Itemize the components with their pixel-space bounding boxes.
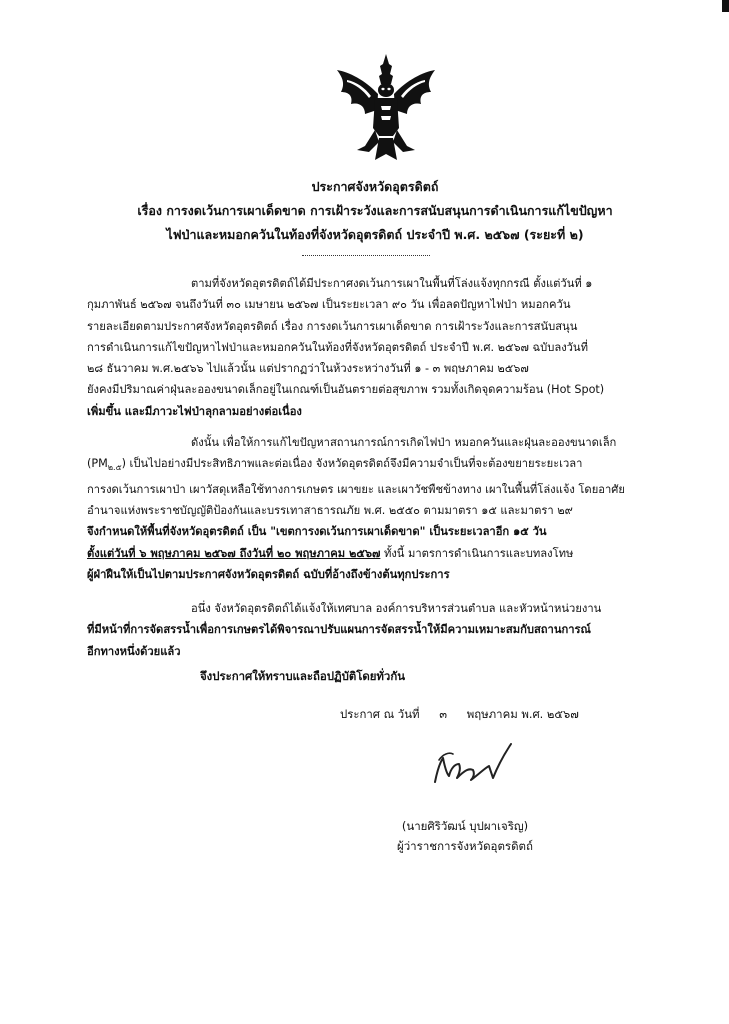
paragraph-2-line (87, 543, 646, 564)
paragraph-3 (87, 598, 646, 662)
paragraph-2 (87, 432, 646, 585)
paragraph-2-text: เป็นระยะเวลาอีก ๑๕ วัน (425, 525, 547, 539)
paragraph-2-line: ผู้ฝ่าฝืนให้เป็นไปตามประกาศจังหวัดอุตรดิตถ์ ฉบับที่อ้างถึงข้างต้นทุกประการ (87, 568, 450, 582)
signature-icon (425, 738, 525, 788)
paragraph-1-line: กุมภาพันธ์ ๒๕๖๗ จนถึงวันที่ ๓๐ เมษายน ๒๕๖๗ เป็นระยะเวลา ๙๐ วัน เพื่อลดปัญหาไฟป่า หมอกควัน (87, 298, 571, 312)
announcement-date (340, 706, 579, 724)
garuda-emblem-icon (335, 50, 437, 162)
paragraph-3-line: อีกทางหนึ่งด้วยแล้ว (87, 644, 181, 658)
paragraph-2-line: ดังนั้น เพื่อให้การแก้ไขปัญหาสถานการณ์การเกิดไฟป่า หมอกควันและฝุ่นละอองขนาดเล็ก (191, 436, 617, 449)
date-month-year: พฤษภาคม พ.ศ. ๒๕๖๗ (466, 707, 579, 721)
paragraph-2-line (87, 521, 646, 542)
paragraph-1-line: ๒๘ ธันวาคม พ.ศ.๒๕๖๖ ไปแล้วนั้น แต่ปรากฏว่าในห้วงระหว่างวันที่ ๑ - ๓ พฤษภาคม ๒๕๖๗ (87, 362, 529, 376)
paragraph-2-line: อำนาจแห่งพระราชบัญญัติป้องกันและบรรเทาสาธารณภัย พ.ศ. ๒๕๕๐ ตามมาตรา ๑๕ และมาตรา ๒๙ (87, 504, 573, 518)
signer-name: (นายศิริวัฒน์ บุปผาเจริญ) (401, 819, 529, 833)
paragraph-1-line: การดำเนินการแก้ไขปัญหาไฟป่าและหมอกควันในท้องที่จังหวัดอุตรดิตถ์ ประจำปี พ.ศ. ๒๕๖๗ ฉบับลงวันที่ (87, 340, 588, 354)
no-burning-zone: "เขตการงดเว้นการเผาเด็ดขาด" (270, 525, 426, 539)
signer-position: ผู้ว่าราชการจังหวัดอุตรดิตถ์ (396, 839, 533, 853)
closing-statement: จึงประกาศให้ทราบและถือปฏิบัติโดยทั่วกัน (200, 669, 406, 683)
paragraph-1 (87, 273, 646, 422)
pm-label: (PM (87, 457, 108, 471)
paragraph-1-line: เพิ่มขึ้น และมีภาวะไฟป่าลุกลามอย่างต่อเนื่อง (87, 404, 302, 418)
paragraph-2-text: จึงกำหนดให้พื้นที่จังหวัดอุตรดิตถ์ เป็น (87, 525, 271, 539)
paragraph-2-text: ทั้งนี้ มาตรการดำเนินการและบทลงโทษ (380, 546, 574, 560)
paragraph-1-line: รายละเอียดตามประกาศจังหวัดอุตรดิตถ์ เรื่อง การงดเว้นการเผาเด็ดขาด การเฝ้าระวังและการสนับสนุน (87, 319, 578, 333)
subject-line-2: ไฟป่าและหมอกควันในท้องที่จังหวัดอุตรดิตถ์ ประจำปี พ.ศ. ๒๕๖๗ (ระยะที่ ๒) (166, 227, 584, 242)
paragraph-2-line (87, 453, 646, 479)
pm-subscript: ๒.๕ (107, 463, 122, 473)
paragraph-2-line: การงดเว้นการเผาป่า เผาวัสดุเหลือใช้ทางการเกษตร เผาขยะ และเผาวัชพืชข้างทาง เผาในพื้นที่โล่งแจ้ง โดยอาศัย (87, 482, 625, 496)
corner-mark (722, 0, 729, 12)
paragraph-2-text: ) เป็นไปอย่างมีประสิทธิภาพและต่อเนื่อง จังหวัดอุตรดิตถ์จึงมีความจำเป็นที่จะต้องขยายระยะเวลา (121, 457, 583, 471)
date-range: ตั้งแต่วันที่ ๖ พฤษภาคม ๒๕๖๗ ถึงวันที่ ๒๐ พฤษภาคม ๒๕๖๗ (87, 546, 381, 560)
paragraph-1-line: ยังคงมีปริมาณค่าฝุ่นละอองขนาดเล็กอยู่ในเกณฑ์เป็นอันตรายต่อสุขภาพ รวมทั้งเกิดจุดความร้อน (Hot Spot) (87, 383, 605, 397)
page-title: ประกาศจังหวัดอุตรดิตถ์ (311, 179, 439, 194)
paragraph-1-line: ตามที่จังหวัดอุตรดิตถ์ได้มีประกาศงดเว้นการเผาในพื้นที่โล่งแจ้งทุกกรณี ตั้งแต่วันที่ ๑ (191, 277, 593, 290)
subject-line-1: เรื่อง การงดเว้นการเผาเด็ดขาด การเฝ้าระวังและการสนับสนุนการดำเนินการแก้ไขปัญหา (137, 203, 613, 218)
date-prefix: ประกาศ ณ วันที่ (340, 707, 420, 721)
date-day: ๓ (439, 707, 448, 721)
title-divider (302, 255, 430, 256)
paragraph-3-line: ที่มีหน้าที่การจัดสรรน้ำเพื่อการเกษตรได้พิจารณาปรับแผนการจัดสรรน้ำให้มีความเหมาะสมกับสถานการณ์ (87, 623, 591, 637)
paragraph-3-line: อนึ่ง จังหวัดอุตรดิตถ์ได้แจ้งให้เทศบาล องค์การบริหารส่วนตำบล และหัวหน้าหน่วยงาน (191, 602, 602, 615)
